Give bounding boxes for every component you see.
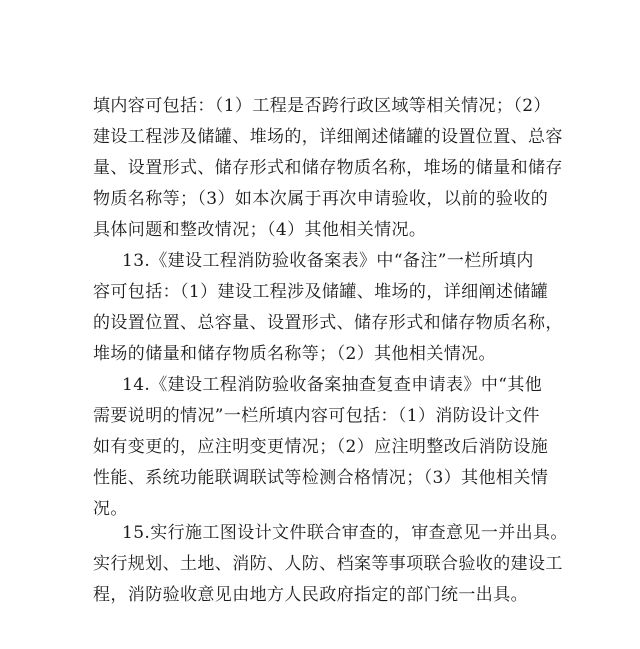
text-line: 的设置位置、总容量、设置形式、储存形式和储存物质名称， bbox=[93, 313, 563, 333]
text-line: 实行规划、土地、消防、人防、档案等事项联合验收的建设工 bbox=[93, 554, 563, 574]
text-line: 建设工程涉及储罐、堆场的，详细阐述储罐的设置位置、总容 bbox=[93, 127, 563, 147]
paragraph-15-heading-line: 15.实行施工图设计文件联合审查的，审查意见一并出具。 bbox=[122, 523, 568, 543]
text-line: 性能、系统功能联调联试等检测合格情况；（3）其他相关情 bbox=[93, 468, 549, 488]
text-line: 填内容可包括：（1）工程是否跨行政区域等相关情况；（2） bbox=[93, 96, 551, 116]
text-line: 程，消防验收意见由地方人民政府指定的部门统一出具。 bbox=[93, 585, 528, 605]
text-line: 量、设置形式、储存形式和储存物质名称，堆场的储量和储存 bbox=[93, 158, 563, 178]
paragraph-14-heading-line: 14.《建设工程消防验收备案抽查复查申请表》中“其他 bbox=[122, 375, 543, 395]
paragraph-13-heading-line: 13.《建设工程消防验收备案表》中“备注”一栏所填内 bbox=[122, 251, 534, 271]
text-line: 具体问题和整改情况；（4）其他相关情况。 bbox=[93, 220, 427, 240]
text-line: 堆场的储量和储存物质名称等；（2）其他相关情况。 bbox=[93, 344, 496, 364]
text-line: 如有变更的，应注明变更情况；（2）应注明整改后消防设施 bbox=[93, 437, 549, 457]
text-line: 物质名称等；（3）如本次属于再次申请验收，以前的验收的 bbox=[93, 189, 549, 209]
text-line: 容可包括：（1）建设工程涉及储罐、堆场的，详细阐述储罐 bbox=[93, 282, 549, 302]
text-line: 况。 bbox=[93, 499, 128, 519]
text-line: 需要说明的情况”一栏所填内容可包括：（1）消防设计文件 bbox=[93, 406, 540, 426]
